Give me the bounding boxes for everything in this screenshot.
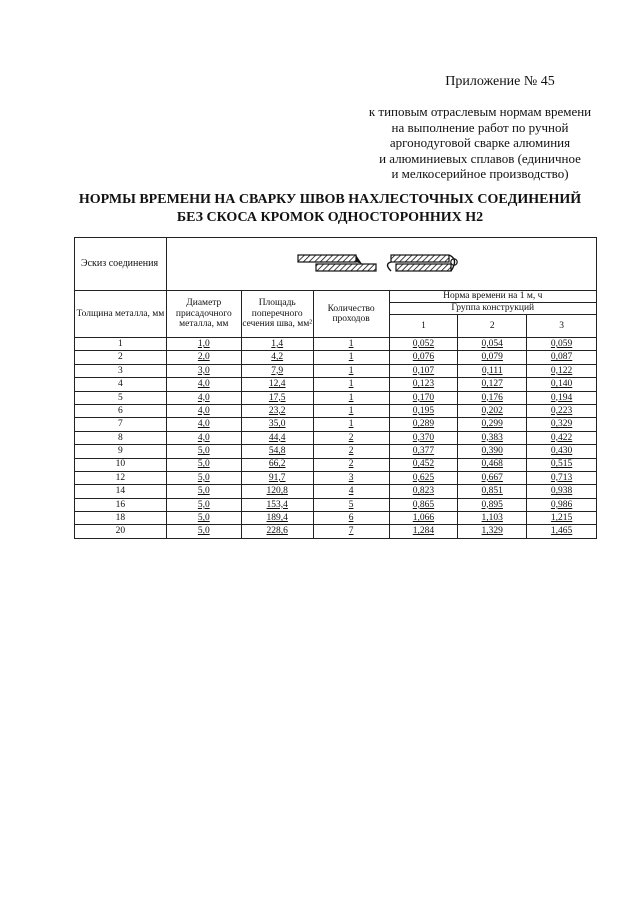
- sketch-label: Эскиз соединения: [75, 238, 167, 291]
- table-row: [75, 378, 597, 391]
- cell-norm-group-1: 0,076: [389, 351, 458, 364]
- cell-norm-group-3: 0,223: [527, 404, 597, 417]
- cell-norm-group-2: 0,176: [458, 391, 527, 404]
- table-row: [75, 404, 597, 417]
- cell-passes: 1: [313, 338, 389, 351]
- cell-norm-group-3: 0,122: [527, 364, 597, 377]
- table-row: [75, 445, 597, 458]
- cell-diameter: 1,0: [166, 338, 241, 351]
- cell-thickness: 4: [75, 378, 167, 391]
- cell-norm-group-2: 0,390: [458, 445, 527, 458]
- cell-thickness: 3: [75, 364, 167, 377]
- cell-area: 153,4: [241, 498, 313, 511]
- table-row: [75, 512, 597, 525]
- appendix-line: и мелкосерийное производство): [391, 166, 569, 181]
- cell-area: 189,4: [241, 512, 313, 525]
- cell-area: 66,2: [241, 458, 313, 471]
- appendix-number: Приложение № 45: [445, 74, 555, 89]
- title-line-1: НОРМЫ ВРЕМЕНИ НА СВАРКУ ШВОВ НАХЛЕСТОЧНЫХ СОЕДИНЕНИЙ: [78, 192, 582, 207]
- table-row: [75, 391, 597, 404]
- cell-diameter: 4,0: [166, 378, 241, 391]
- cell-norm-group-2: 0,383: [458, 431, 527, 444]
- cell-norm-group-1: 1,066: [389, 512, 458, 525]
- cell-thickness: 9: [75, 445, 167, 458]
- cell-area: 23,2: [241, 404, 313, 417]
- table-row: [75, 364, 597, 377]
- table-row: [75, 351, 597, 364]
- cell-norm-group-2: 0,468: [458, 458, 527, 471]
- cell-norm-group-1: 0,370: [389, 431, 458, 444]
- cell-thickness: 14: [75, 485, 167, 498]
- cell-norm-group-2: 0,895: [458, 498, 527, 511]
- cell-passes: 7: [313, 525, 389, 538]
- cell-area: 4,2: [241, 351, 313, 364]
- header-group-3: 3: [527, 315, 597, 338]
- cell-diameter: 5,0: [166, 445, 241, 458]
- cell-norm-group-3: 0,329: [527, 418, 597, 431]
- cell-diameter: 4,0: [166, 404, 241, 417]
- cell-passes: 5: [313, 498, 389, 511]
- header-area: Площадь поперечного сечения шва, мм²: [241, 291, 313, 338]
- cell-area: 228,6: [241, 525, 313, 538]
- appendix-line: аргонодуговой сварке алюминия: [389, 135, 571, 150]
- cell-passes: 1: [313, 351, 389, 364]
- cell-diameter: 5,0: [166, 512, 241, 525]
- cell-thickness: 10: [75, 458, 167, 471]
- cell-norm-group-3: 0,422: [527, 431, 597, 444]
- cell-diameter: 5,0: [166, 525, 241, 538]
- cell-diameter: 5,0: [166, 458, 241, 471]
- cell-norm-group-2: 1,329: [458, 525, 527, 538]
- cell-diameter: 5,0: [166, 485, 241, 498]
- cell-norm-group-2: 0,127: [458, 378, 527, 391]
- cell-norm-group-2: 0,202: [458, 404, 527, 417]
- cell-norm-group-3: 0,938: [527, 485, 597, 498]
- cell-diameter: 5,0: [166, 498, 241, 511]
- cell-passes: 1: [313, 404, 389, 417]
- cell-diameter: 5,0: [166, 471, 241, 484]
- cell-norm-group-1: 0,865: [389, 498, 458, 511]
- header-norm: Норма времени на 1 м, ч: [389, 291, 596, 303]
- cell-passes: 1: [313, 418, 389, 431]
- cell-passes: 2: [313, 431, 389, 444]
- cell-norm-group-3: 0,430: [527, 445, 597, 458]
- cell-thickness: 1: [75, 338, 167, 351]
- table-row: [75, 525, 597, 538]
- table-row: [75, 471, 597, 484]
- cell-norm-group-2: 0,079: [458, 351, 527, 364]
- cell-area: 12,4: [241, 378, 313, 391]
- cell-norm-group-1: 0,377: [389, 445, 458, 458]
- cell-norm-group-1: 0,452: [389, 458, 458, 471]
- cell-passes: 1: [313, 378, 389, 391]
- cell-norm-group-1: 0,289: [389, 418, 458, 431]
- cell-norm-group-3: 1,465: [527, 525, 597, 538]
- cell-norm-group-1: 0,823: [389, 485, 458, 498]
- cell-norm-group-3: 0,059: [527, 338, 597, 351]
- cell-diameter: 3,0: [166, 364, 241, 377]
- cell-norm-group-1: 0,195: [389, 404, 458, 417]
- table-row: [75, 485, 597, 498]
- cell-thickness: 7: [75, 418, 167, 431]
- cell-area: 91,7: [241, 471, 313, 484]
- table-row: [75, 338, 597, 351]
- table-row: [75, 431, 597, 444]
- joint-sketch: [166, 238, 596, 291]
- cell-norm-group-1: 0,625: [389, 471, 458, 484]
- cell-norm-group-2: 0,111: [458, 364, 527, 377]
- cell-thickness: 16: [75, 498, 167, 511]
- table-row: [75, 458, 597, 471]
- cell-area: 44,4: [241, 431, 313, 444]
- cell-norm-group-3: 0,713: [527, 471, 597, 484]
- cell-area: 54,8: [241, 445, 313, 458]
- cell-thickness: 5: [75, 391, 167, 404]
- cell-norm-group-2: 0,667: [458, 471, 527, 484]
- cell-passes: 2: [313, 445, 389, 458]
- table-row: [75, 498, 597, 511]
- cell-area: 120,8: [241, 485, 313, 498]
- cell-area: 35,0: [241, 418, 313, 431]
- appendix-line: к типовым отраслевым нормам времени: [368, 104, 592, 119]
- cell-norm-group-1: 0,107: [389, 364, 458, 377]
- header-passes: Количество проходов: [313, 291, 389, 338]
- cell-norm-group-2: 0,054: [458, 338, 527, 351]
- cell-norm-group-1: 0,170: [389, 391, 458, 404]
- cell-thickness: 18: [75, 512, 167, 525]
- header-thickness: Толщина металла, мм: [75, 291, 167, 338]
- cell-norm-group-1: 0,123: [389, 378, 458, 391]
- header-group-2: 2: [458, 315, 527, 338]
- title-line-2: БЕЗ СКОСА КРОМОК ОДНОСТОРОННИХ Н2: [176, 210, 484, 225]
- cell-thickness: 12: [75, 471, 167, 484]
- document-title: [60, 191, 600, 227]
- cell-thickness: 6: [75, 404, 167, 417]
- cell-diameter: 4,0: [166, 431, 241, 444]
- lap-joint-sketch-icon: [296, 246, 466, 282]
- cell-area: 7,9: [241, 364, 313, 377]
- header-diameter: Диаметр присадочного металла, мм: [166, 291, 241, 338]
- appendix-line: и алюминиевых сплавов (единичное: [379, 150, 581, 166]
- cell-thickness: 8: [75, 431, 167, 444]
- cell-passes: 1: [313, 391, 389, 404]
- cell-diameter: 4,0: [166, 418, 241, 431]
- cell-norm-group-3: 1,215: [527, 512, 597, 525]
- header-group: Группа конструкций: [389, 303, 596, 315]
- cell-norm-group-2: 0,299: [458, 418, 527, 431]
- norms-table: [74, 237, 597, 539]
- cell-diameter: 4,0: [166, 391, 241, 404]
- cell-thickness: 2: [75, 351, 167, 364]
- cell-area: 1,4: [241, 338, 313, 351]
- cell-diameter: 2,0: [166, 351, 241, 364]
- cell-norm-group-3: 0,194: [527, 391, 597, 404]
- cell-norm-group-2: 0,851: [458, 485, 527, 498]
- cell-norm-group-3: 0,140: [527, 378, 597, 391]
- header-group-1: 1: [389, 315, 458, 338]
- cell-area: 17,5: [241, 391, 313, 404]
- cell-thickness: 20: [75, 525, 167, 538]
- cell-norm-group-1: 1,284: [389, 525, 458, 538]
- table-row: [75, 418, 597, 431]
- cell-norm-group-3: 0,087: [527, 351, 597, 364]
- cell-norm-group-1: 0,052: [389, 338, 458, 351]
- cell-norm-group-3: 0,515: [527, 458, 597, 471]
- cell-passes: 2: [313, 458, 389, 471]
- cell-passes: 4: [313, 485, 389, 498]
- cell-norm-group-2: 1,103: [458, 512, 527, 525]
- cell-passes: 6: [313, 512, 389, 525]
- cell-passes: 1: [313, 364, 389, 377]
- cell-passes: 3: [313, 471, 389, 484]
- cell-norm-group-3: 0,986: [527, 498, 597, 511]
- appendix-header: [330, 74, 630, 182]
- appendix-line: на выполнение работ по ручной: [391, 119, 569, 135]
